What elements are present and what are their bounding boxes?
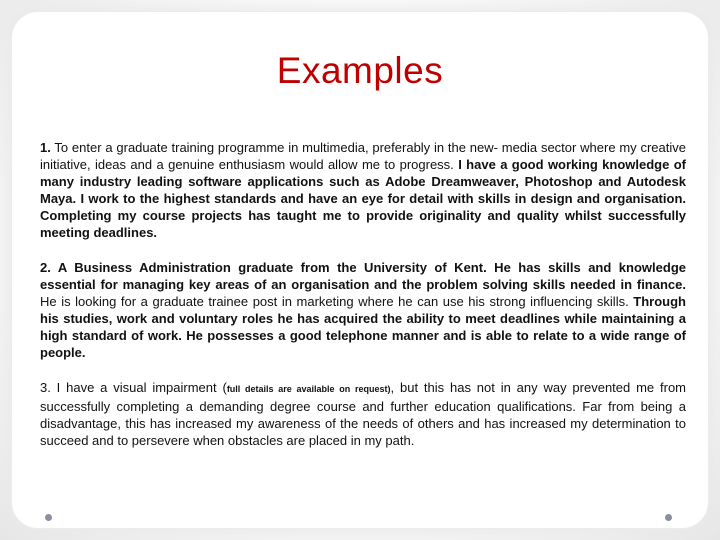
bullet-dot-icon [45, 514, 52, 521]
paragraph-text: , but this has not in any way prevented me from successfully completing a demanding degree course and further education qualifications. Far from being a disadvantage, this has increased my awareness of the needs of others and has increased my determination to succeed and to persevere when obstacles are placed in my path. [40, 380, 686, 448]
paragraph-text: He is looking for a graduate trainee post in marketing where he can use his strong influencing skills. [40, 294, 634, 309]
slide-body [40, 139, 686, 467]
paragraph-bold-text: 2. A Business Administration graduate from the University of Kent. He has skills and knowledge essential for managing key areas of an organisation and the problem solving skills needed in finance. [40, 260, 686, 292]
paragraph-small-note: full details are available on request) [226, 384, 391, 394]
paragraph-bold-text: I have a good working knowledge of many industry leading software applications such as Adobe Dreamweaver, Photoshop and Autodesk Maya. I work to the highest standards and have an eye for detail with skills in design and organisation. Completing my course projects has taught me to provide originality and quality whilst successfully meeting deadlines. [40, 157, 686, 240]
paragraph-intro: To enter a graduate training programme in multimedia, preferably in the new- media sector where my creative initiative, ideas and a genuine enthusiasm would allow me to progress. [40, 140, 686, 172]
paragraph-bold-text: Through his studies, work and voluntary roles he has acquired the ability to meet deadlines while maintaining a high standard of work. He possesses a good telephone manner and is able to relate to a wide range of people. [40, 294, 686, 360]
example-paragraph-1 [40, 139, 686, 241]
example-paragraph-2 [40, 259, 686, 361]
bullet-dot-icon [665, 514, 672, 521]
paragraph-number: 1. [40, 140, 51, 155]
paragraph-text: 3. I have a visual impairment ( [40, 380, 227, 395]
slide-title: Examples [276, 50, 444, 91]
example-paragraph-3 [40, 379, 686, 449]
